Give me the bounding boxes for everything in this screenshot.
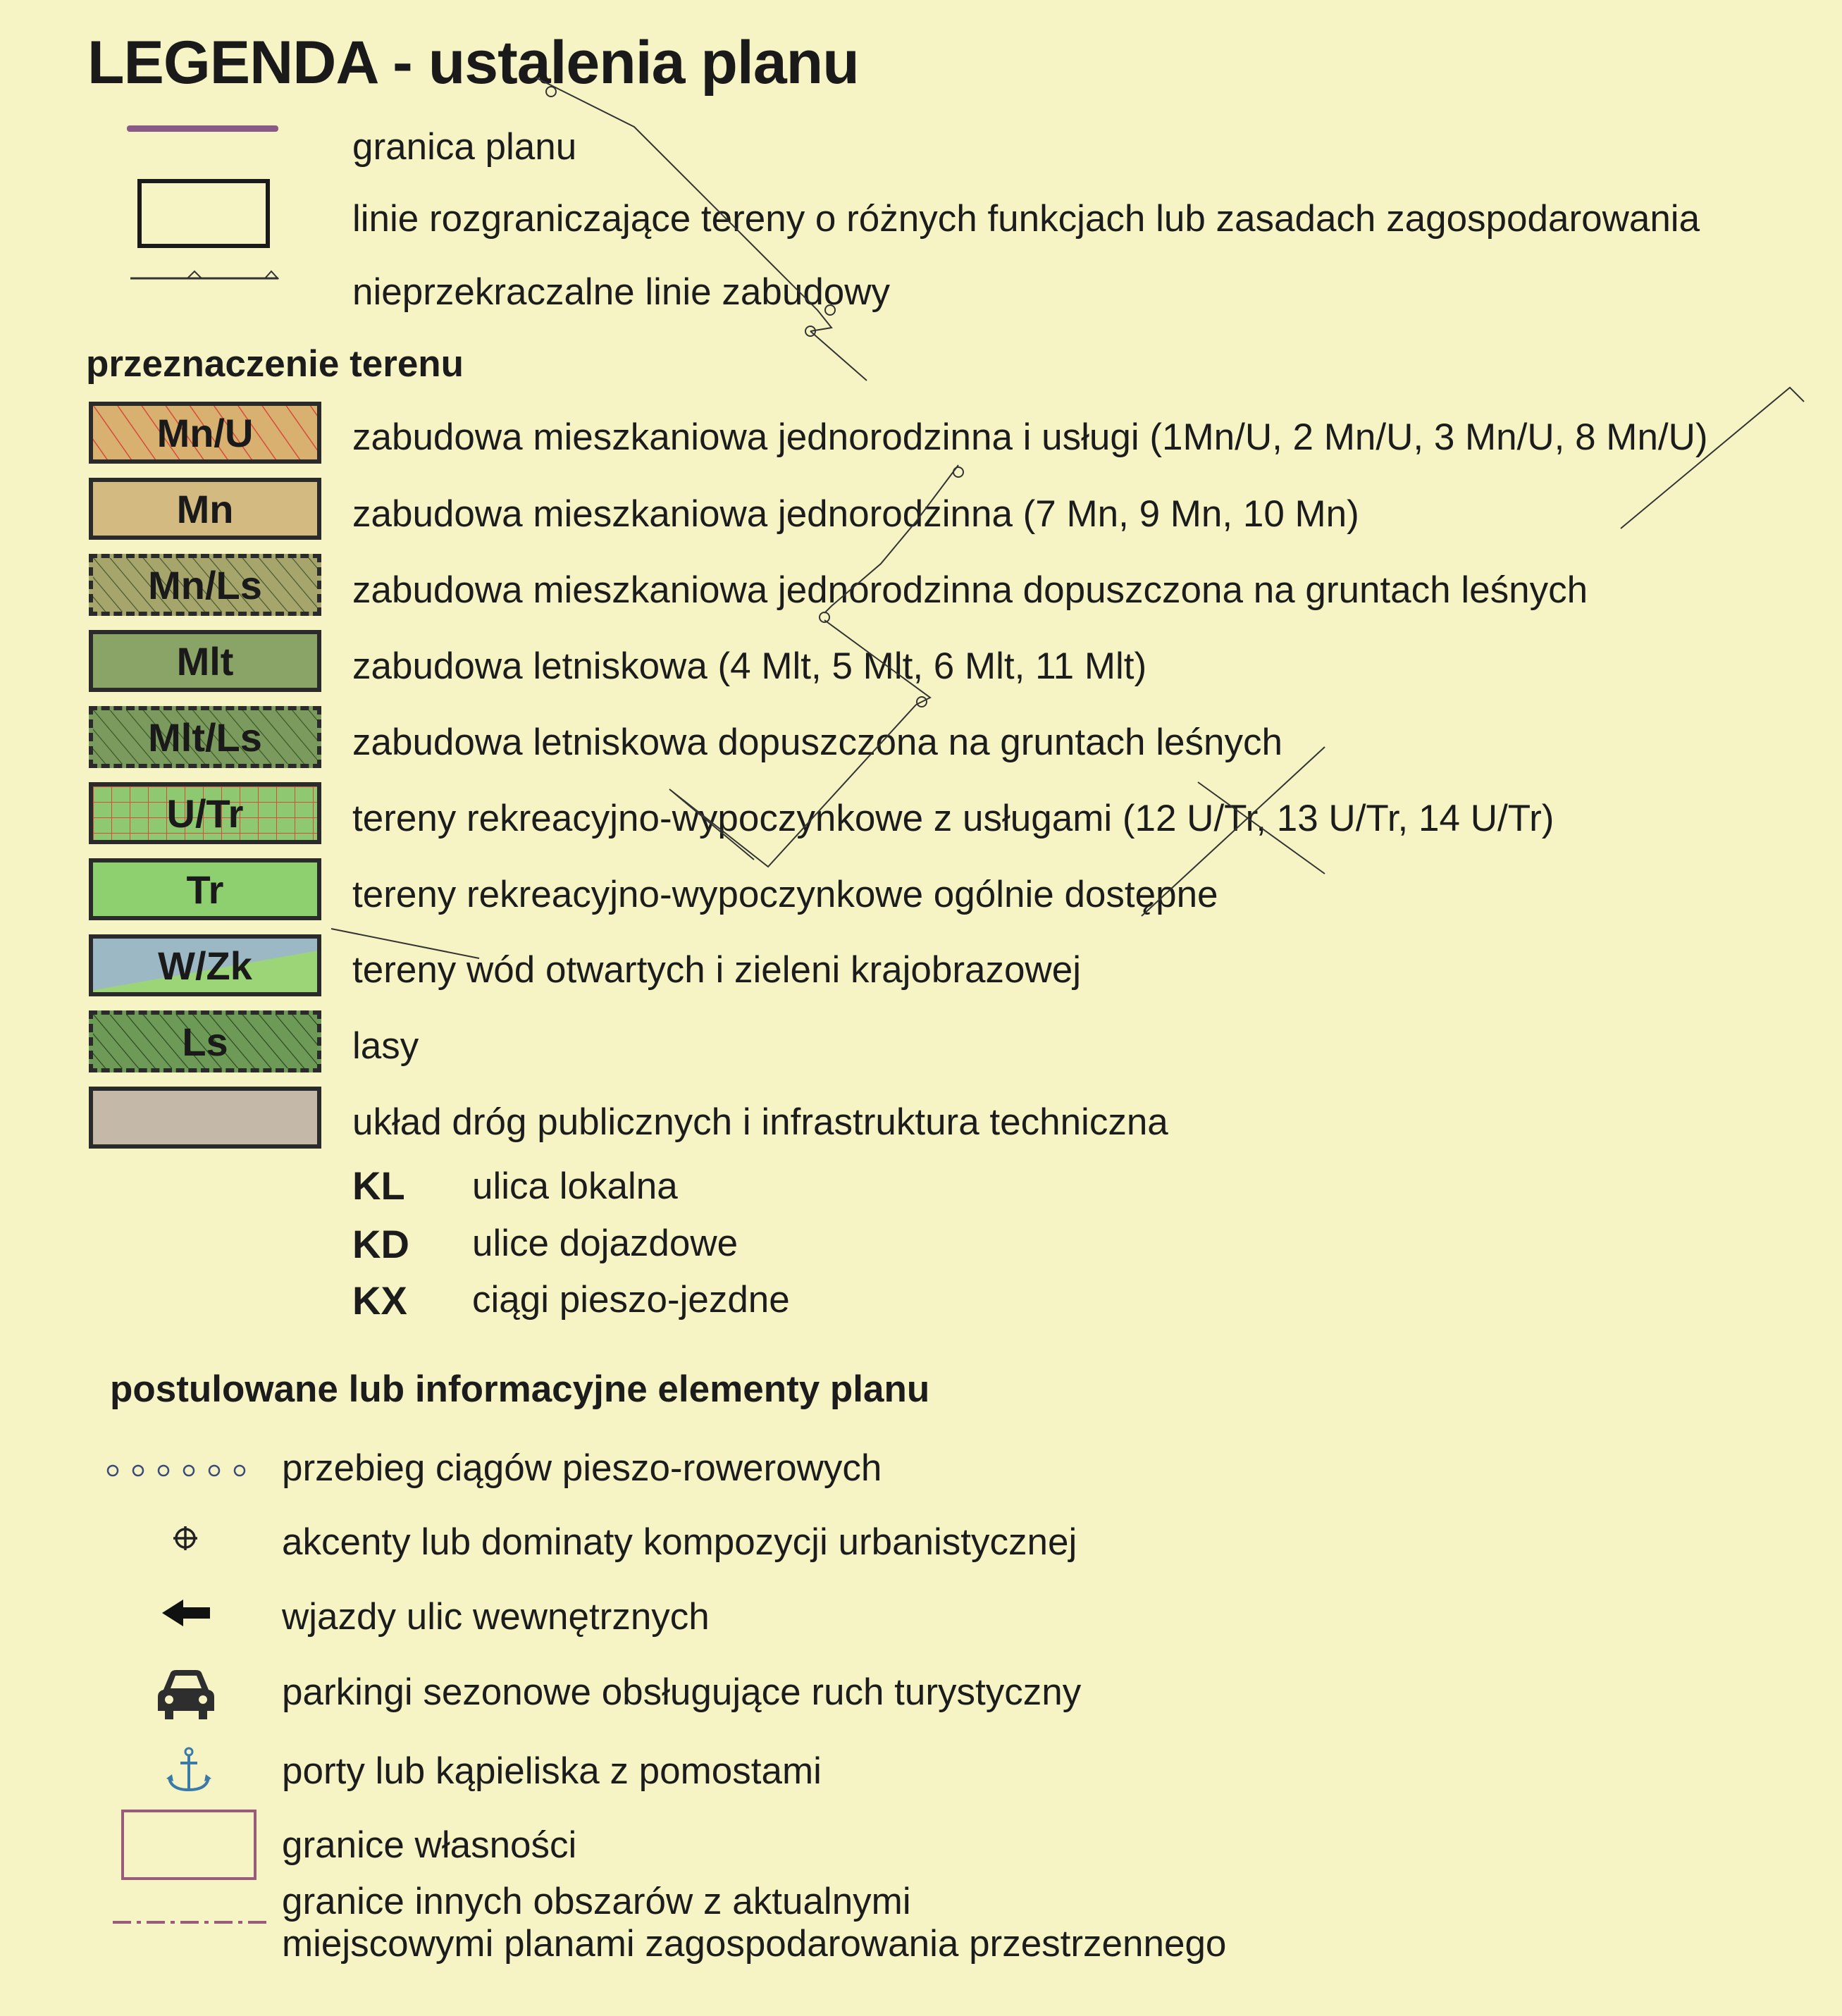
land-use-swatch-w-zk — [89, 934, 321, 996]
road-code: KX — [352, 1278, 407, 1323]
postulated-label: porty lub kąpieliska z pomostami — [282, 1750, 822, 1792]
postulated-label: granice własności — [282, 1824, 577, 1866]
land-use-label: zabudowa mieszkaniowa jednorodzinna i usługi (1Mn/U, 2 Mn/U, 3 Mn/U, 8 Mn/U) — [352, 416, 1708, 458]
land-use-swatch-mn-ls — [89, 554, 321, 616]
land-use-header: przeznaczenie terenu — [86, 343, 464, 385]
land-use-code: Mlt — [176, 638, 234, 684]
postulated-label: parkingi sezonowe obsługujące ruch turystyczny — [282, 1671, 1082, 1713]
building-line-label: nieprzekraczalne linie zabudowy — [352, 271, 891, 313]
land-use-swatch-mlt — [89, 630, 321, 692]
land-use-code: W/Zk — [158, 943, 252, 988]
land-use-swatch-ls — [89, 1010, 321, 1072]
postulated-label: granice innych obszarów z aktualnymi — [282, 1881, 911, 1922]
rectangle-outline-icon — [121, 1810, 256, 1880]
demarcation-symbol — [137, 179, 270, 248]
land-use-label: zabudowa mieszkaniowa jednorodzinna dopuszczona na gruntach leśnych — [352, 569, 1588, 611]
road-label: ulice dojazdowe — [472, 1223, 738, 1264]
car-icon — [156, 1669, 216, 1721]
postulated-label: wjazdy ulic wewnętrznych — [282, 1596, 710, 1638]
land-use-label: tereny rekreacyjno-wypoczynkowe z usługami (12 U/Tr, 13 U/Tr, 14 U/Tr) — [352, 798, 1554, 839]
postulated-label: akcenty lub dominaty kompozycji urbanistycznej — [282, 1521, 1077, 1563]
land-use-code: Mlt/Ls — [148, 715, 262, 760]
land-use-label: zabudowa mieszkaniowa jednorodzinna (7 Mn, 9 Mn, 10 Mn) — [352, 493, 1359, 535]
land-use-label: zabudowa letniskowa dopuszczona na gruntach leśnych — [352, 722, 1282, 763]
land-use-label: tereny wód otwartych i zieleni krajobrazowej — [352, 949, 1081, 991]
road-code: KL — [352, 1163, 405, 1208]
land-use-label: lasy — [352, 1025, 419, 1067]
land-use-swatch-roads — [89, 1087, 321, 1149]
land-use-swatch-tr — [89, 858, 321, 920]
land-use-label: układ dróg publicznych i infrastruktura techniczna — [352, 1101, 1168, 1143]
land-use-code: Tr — [186, 867, 224, 912]
anchor-icon — [166, 1746, 211, 1794]
land-use-code: Mn — [176, 486, 234, 531]
land-use-code: Mn/U — [156, 410, 254, 455]
road-label: ciągi pieszo-jezdne — [472, 1279, 790, 1321]
crosshair-circle-icon — [171, 1524, 199, 1552]
postulated-label: przebieg ciągów pieszo-rowerowych — [282, 1447, 882, 1489]
postulated-label-continued: miejscowymi planami zagospodarowania przestrzennego — [282, 1923, 1227, 1965]
land-use-swatch-mn — [89, 478, 321, 540]
arrow-left-icon — [162, 1598, 211, 1628]
land-use-label: tereny rekreacyjno-wypoczynkowe ogólnie dostępne — [352, 874, 1218, 915]
legend-title: LEGENDA - ustalenia planu — [87, 29, 859, 97]
land-use-label: zabudowa letniskowa (4 Mlt, 5 Mlt, 6 Mlt, 11 Mlt) — [352, 645, 1147, 687]
demarcation-label: linie rozgraniczające tereny o różnych funkcjach lub zasadach zagospodarowania — [352, 198, 1700, 240]
building-line-symbol — [127, 264, 282, 285]
dotted-circles-icon — [104, 1460, 252, 1481]
road-code: KD — [352, 1222, 409, 1266]
land-use-code: U/Tr — [166, 791, 244, 836]
plan-boundary-symbol — [127, 125, 278, 132]
land-use-swatch-mn-u — [89, 402, 321, 464]
road-label: ulica lokalna — [472, 1165, 678, 1207]
dashed-line-icon — [113, 1918, 268, 1927]
land-use-code: Mn/Ls — [148, 562, 262, 607]
postulated-header: postulowane lub informacyjne elementy planu — [110, 1368, 930, 1410]
land-use-code: Ls — [182, 1019, 228, 1064]
land-use-swatch-mlt-ls — [89, 706, 321, 768]
land-use-swatch-u-tr — [89, 782, 321, 844]
plan-boundary-label: granica planu — [352, 126, 577, 168]
